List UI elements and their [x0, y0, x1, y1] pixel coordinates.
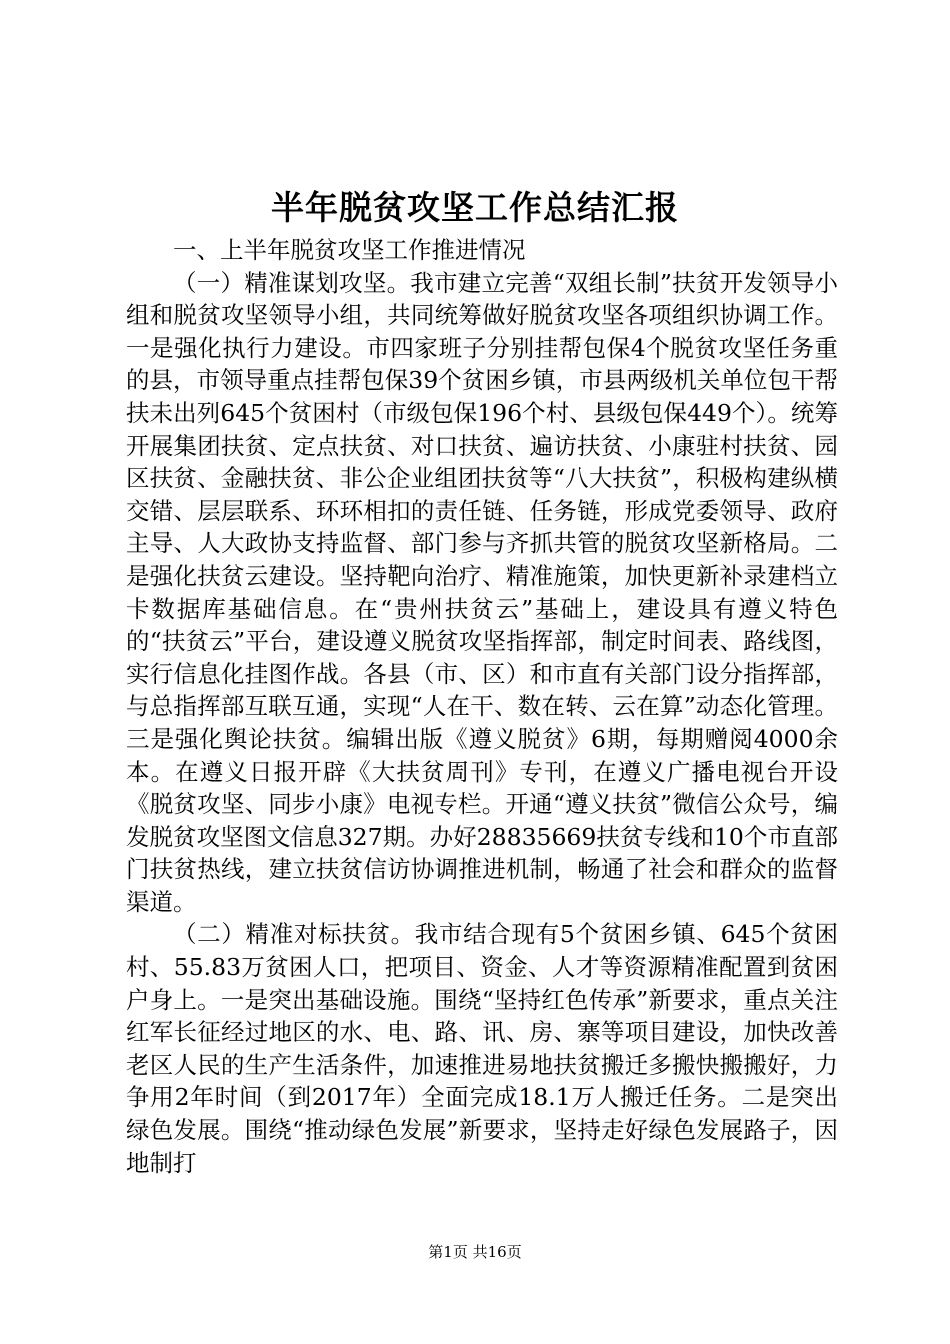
- paragraph-2: （二）精准对标扶贫。我市结合现有5个贫困乡镇、645个贫困村、55.83万贫困人口，把项目、资金、人才等资源精准配置到贫困户身上。一是突出基础设施。围绕“坚持红色传承”新要求，重点关注红军长征经过地区的水、电、路、讯、房、寨等项目建设，加快改善老区人民的生产生活条件，加速推进易地扶贫搬迁多搬快搬搬好，力争用2年时间（到2017年）全面完成18.1万人搬迁任务。二是突出绿色发展。围绕“推动绿色发展”新要求，坚持走好绿色发展路子，因地制打: [126, 920, 838, 1177]
- page-footer: 第1页 共16页: [428, 1243, 522, 1261]
- document-body: [126, 234, 838, 1179]
- section-heading: 一、上半年脱贫攻坚工作推进情况: [173, 236, 526, 264]
- document-title: 半年脱贫攻坚工作总结汇报: [271, 188, 679, 227]
- paragraph-1: （一）精准谋划攻坚。我市建立完善“双组长制”扶贫开发领导小组和脱贫攻坚领导小组，共同统筹做好脱贫攻坚各项组织协调工作。一是强化执行力建设。市四家班子分别挂帮包保4个脱贫攻坚任务重的县，市领导重点挂帮包保39个贫困乡镇，市县两级机关单位包干帮扶未出列645个贫困村（市级包保196个村、县级包保449个）。统筹开展集团扶贫、定点扶贫、对口扶贫、遍访扶贫、小康驻村扶贫、园区扶贫、金融扶贫、非公企业组团扶贫等“八大扶贫”，积极构建纵横交错、层层联系、环环相扣的责任链、任务链，形成党委领导、政府主导、人大政协支持监督、部门参与齐抓共管的脱贫攻坚新格局。二是强化扶贫云建设。坚持靶向治疗、精准施策，加快更新补录建档立卡数据库基础信息。在“贵州扶贫云”基础上，建设具有遵义特色的“扶贫云”平台，建设遵义脱贫攻坚指挥部，制定时间表、路线图，实行信息化挂图作战。各县（市、区）和市直有关部门设分指挥部，与总指挥部互联互通，实现“人在干、数在转、云在算”动态化管理。三是强化舆论扶贫。编辑出版《遵义脱贫》6期，每期赠阅4000余本。在遵义日报开辟《大扶贫周刊》专刊，在遵义广播电视台开设《脱贫攻坚、同步小康》电视专栏。开通“遵义扶贫”微信公众号，编发脱贫攻坚图文信息327期。办好28835669扶贫专线和10个市直部门扶贫热线，建立扶贫信访协调推进机制，畅通了社会和群众的监督渠道。: [126, 268, 838, 916]
